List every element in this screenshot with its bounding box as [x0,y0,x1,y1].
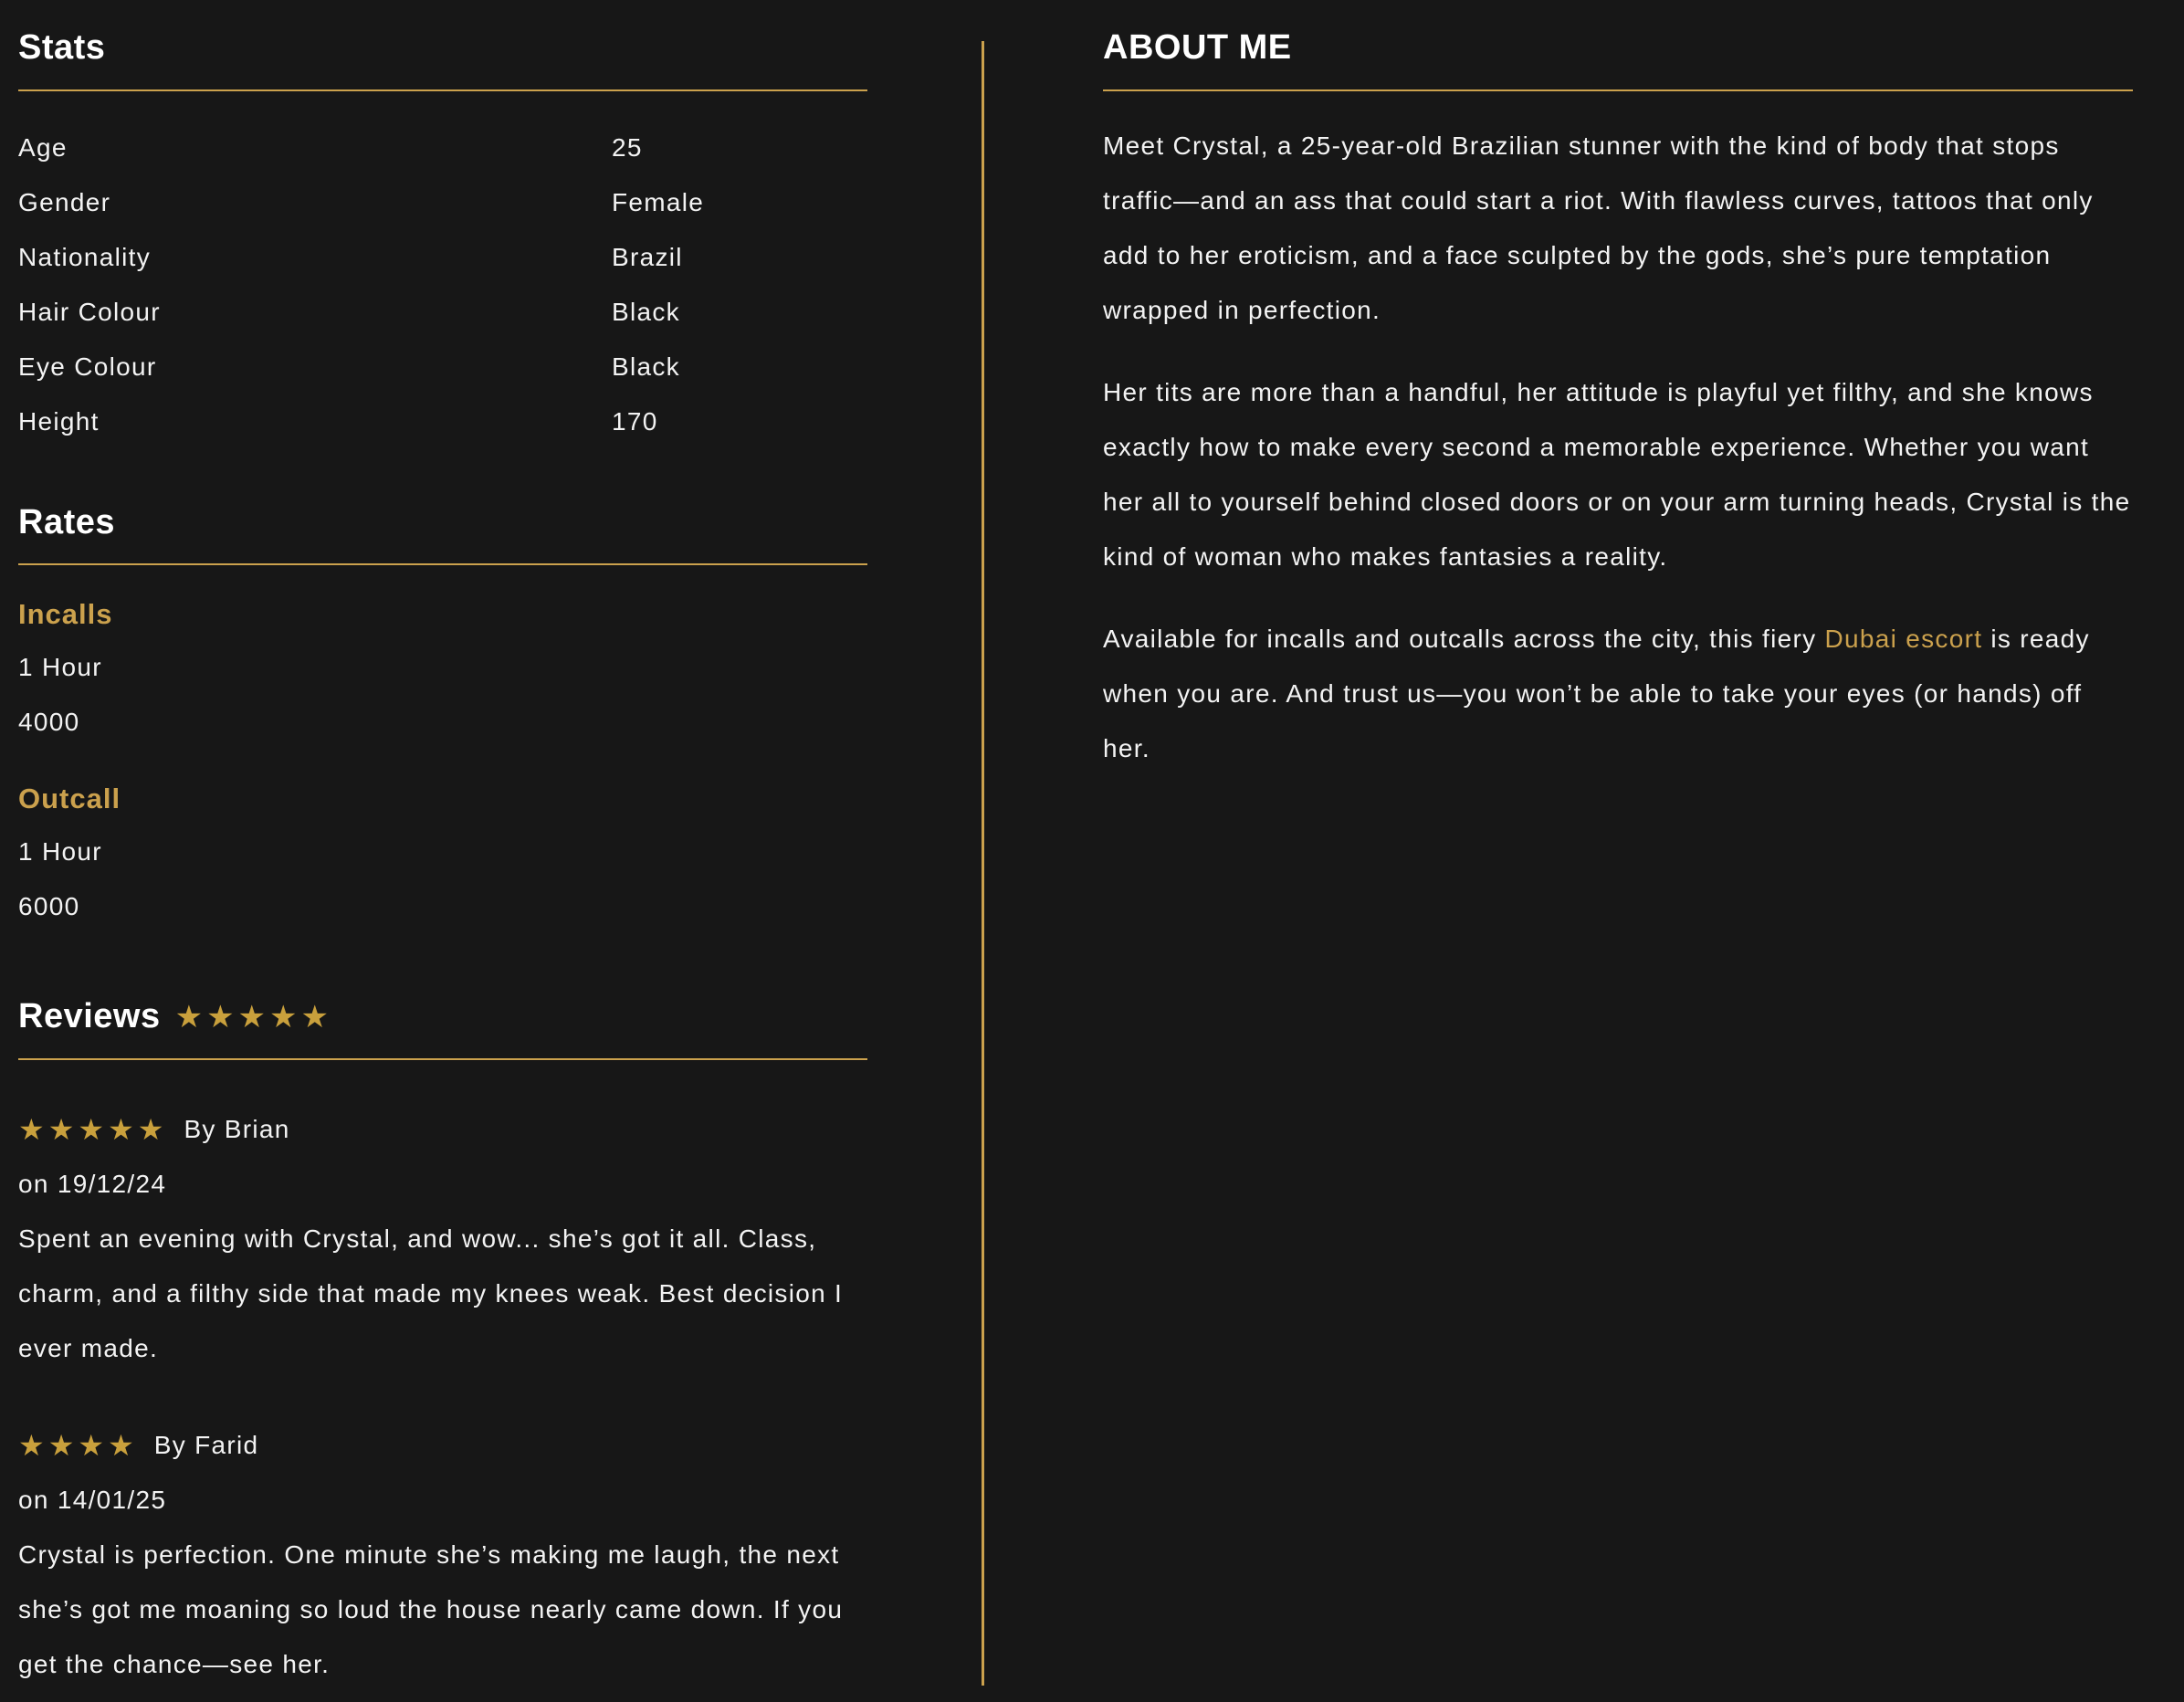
stat-value: 25 [612,132,643,162]
rate-line: 4000 [18,708,80,737]
rate-group [18,781,867,934]
about-section [1103,27,2133,776]
rate-line: 1 Hour [18,653,102,682]
rate-group [18,596,867,750]
reviews-average-stars-icon: ★★★★★ [174,999,332,1035]
review-header [18,1418,867,1473]
about-paragraph [1103,612,2133,776]
rate-heading: Incalls [18,598,113,631]
review-stars-icon: ★★★★ [18,1428,138,1462]
stat-label: Nationality [18,242,152,271]
stat-label: Hair Colour [18,297,161,326]
stat-value: Female [612,187,705,216]
about-paragraph-text: Meet Crystal, a 25-year-old Brazilian stunner with the kind of body that stops traffic—and an ass that could start a riot. With flawless curves, tattoos that only add to her eroticism, and a face sculpted by the gods, she’s pure temptation wrapped in perfection. [1103,131,2094,324]
about-title: ABOUT ME [1103,28,1292,67]
stat-value: Black [612,297,680,326]
stat-row [18,121,867,175]
stat-value: 170 [612,406,658,436]
stat-label: Height [18,406,100,436]
about-paragraph [1103,365,2133,584]
stat-label: Eye Colour [18,352,157,381]
rates-underline [18,563,867,565]
reviews-list [18,1102,867,1692]
stat-value: Brazil [612,242,683,271]
review-item [18,1418,867,1692]
stat-label: Gender [18,187,111,216]
rates-section [18,502,867,935]
stats-underline [18,89,867,91]
stat-row [18,394,867,449]
stat-row [18,340,867,394]
rates-title: Rates [18,502,115,541]
column-divider [982,41,984,1686]
about-paragraph [1103,119,2133,338]
stat-label: Age [18,132,68,162]
stats-section [18,27,867,449]
rate-line: 6000 [18,892,80,921]
review-date: on 19/12/24 [18,1169,167,1198]
stats-title: Stats [18,28,106,67]
review-stars-icon: ★★★★★ [18,1112,168,1146]
rates-list [18,596,867,934]
review-header [18,1102,867,1157]
reviews-title: Reviews [18,997,161,1036]
about-paragraph-text: Available for incalls and outcalls across the city, this fiery [1103,624,1825,653]
stats-table [18,121,867,449]
about-paragraph-text: is ready when you are. And trust us—you won’t be able to take your eyes (or hands) off her. [1103,624,2090,762]
review-text: Crystal is perfection. One minute she’s making me laugh, the next she’s got me moaning so loud the house nearly came down. If you get the chance—see her. [18,1539,844,1678]
review-text: Spent an evening with Crystal, and wow... she’s got it all. Class, charm, and a filthy side that made my knees weak. Best decision I ever made. [18,1224,844,1362]
about-underline [1103,89,2133,91]
review-date: on 14/01/25 [18,1485,167,1514]
about-paragraph-text: Her tits are more than a handful, her attitude is playful yet filthy, and she knows exactly how to make every second a memorable experience. Whether you want her all to yourself behind closed doors or on your arm turning heads, Crystal is the kind of woman who makes fantasies a reality. [1103,377,2131,571]
reviews-header [18,991,867,1038]
review-author: By Farid [153,1430,259,1459]
rate-line: 1 Hour [18,837,102,867]
review-item [18,1102,867,1376]
about-column [1103,22,2133,776]
stat-row [18,285,867,340]
left-column [18,22,867,1692]
stat-row [18,175,867,230]
stat-value: Black [612,352,680,381]
dubai-escort-link[interactable]: Dubai escort [1824,624,1983,653]
reviews-underline [18,1058,867,1060]
stat-row [18,230,867,285]
reviews-section [18,991,867,1692]
review-author: By Brian [184,1114,290,1143]
about-text [1103,119,2133,776]
rate-heading: Outcall [18,783,121,815]
